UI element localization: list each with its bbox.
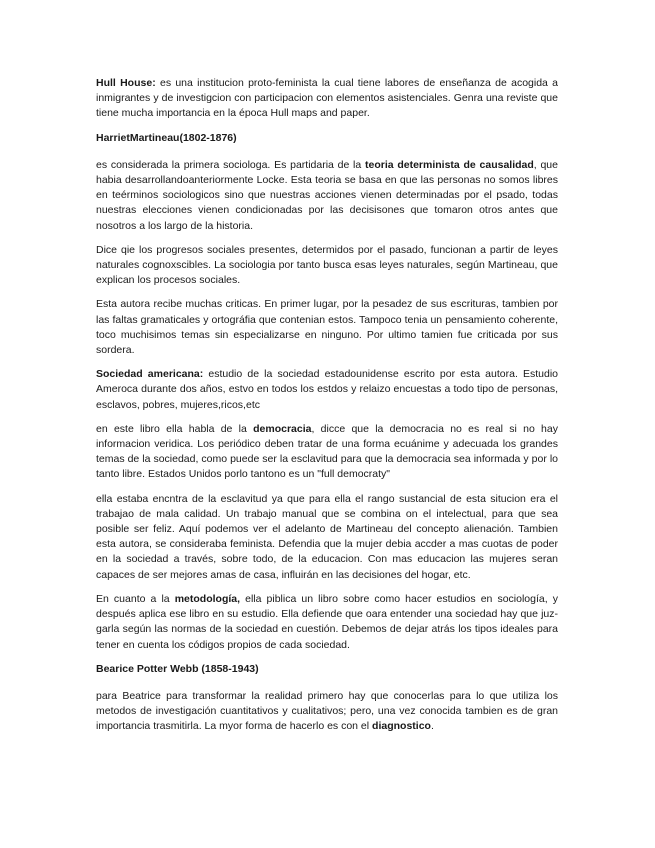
metodologia-term: metodología,	[174, 592, 241, 605]
martineau-paragraph-3: Esta autora recibe muchas criticas. En primer lugar, por la pesadez de sus escrituras, tambien por las faltas gramaticales y ortográfia que contenian estos. Tampoco tenia un pensamiento coherente, toco muchisimos temas sin especializarse en ninguno. Por ultimo tamien fue criticada por sus sordera.	[96, 298, 558, 357]
martineau-heading: HarrietMartineau(1802-1876)	[96, 131, 237, 144]
hull-house-paragraph	[96, 76, 558, 122]
martineau-p1-text-b: , que habia desarrollandoanteriormente Locke. Esta teoria se basa en que las personas no somos libres en teérminos sociologicos sino que nuestras acciones vienen determinadas por el psado, todas nuestras elecciones vienen condicionadas por las decisisones que tomaron otros antes que nosotros a los largo de la historia.	[96, 158, 558, 232]
diagnostico-term: diagnostico	[372, 720, 431, 733]
martineau-p1-text-a: es considerada la primera sociologa. Es partidaria de la	[96, 158, 365, 171]
martineau-p1-bold: teoria determinista de causalidad	[364, 158, 534, 171]
martineau-p5-text-b: , dicce que la democracia no es real si no hay informacion veridica. Los periódico deben tratar de una forma ecuánime y adecuada los grandes temas de la sociedad, como puede ser la esclavitud para que la democracia sea informada y por lo tanto libre. Estados Unidos porlo tantono es un "full democraty"	[96, 422, 558, 481]
martineau-p4-text: estudio de la sociedad estadounidense escrito por esta autora. Estudio Ameroca durante dos años, estvo en todos los estdos y relaizo encuestas a todo tipo de personas, esclavos, pobres, mujeres,ricos,etc	[96, 368, 558, 411]
hull-house-text: es una institucion proto-feminista la cual tiene labores de enseñanza de acogida a inmigrantes y de investigcion con participacion con elementos asistenciales. Genra una reviste que tiene mucha importancia en la época Hull maps and paper.	[96, 77, 558, 120]
martineau-paragraph-1	[96, 158, 558, 234]
webb-paragraph-1	[96, 689, 558, 735]
martineau-p7-text-a: En cuanto a la	[96, 592, 175, 605]
document-body	[96, 76, 558, 744]
democracia-term: democracia	[253, 422, 312, 435]
sociedad-americana-term: Sociedad americana:	[96, 368, 204, 381]
martineau-p7-text-b: ella piblica un libro sobre como hacer estudios en sociología, y después aplica ese libro en su estudio. Ella defiende que oara entender una sociedad hay que juz-garla según las normas de la sociedad en cuestión. Debemos de dejar atrás los tipos ideales para tener en cuenta los códigos propios de cada sociedad.	[96, 592, 558, 651]
webb-heading: Bearice Potter Webb (1858-1943)	[96, 662, 259, 675]
martineau-paragraph-2: Dice qie los progresos sociales presentes, determidos por el pasado, funcionan a partir de leyes naturales cognoxscibles. La sociologia por tanto busca esas leyes naturales, según Martineau, que explican los procesos sociales.	[96, 243, 558, 287]
martineau-paragraph-7	[96, 592, 558, 653]
webb-p1-text-b: .	[430, 720, 434, 733]
martineau-p5-text-a: en este libro ella habla de la	[96, 422, 254, 435]
webb-p1-text-a: para Beatrice para transformar la realidad primero hay que conocerlas para lo que utiliza los metodos de investigación cuantitativos y cualitativos; pero, una vez conocida tambien es de gran importancia trasmitirla. La myor forma de hacerlo es con el	[96, 689, 558, 733]
martineau-paragraph-4	[96, 367, 558, 413]
hull-house-term: Hull House:	[96, 77, 156, 89]
martineau-paragraph-6: ella estaba encntra de la esclavitud ya que para ella el rango sustancial de esta situcion era el trabajao de mala calidad. Un trabajo manual que se combina on el intelectual, para que sea posible ser feliz. Aquí podemos ver el adelanto de Martineau del concepto alienación. Tambien esta autora, se consideraba feminista. Defendia que la mujer debia accder a mas cuotas de poder en la sociedad a través, sobre todo, de la educacion. Con mas educacion las mujeres seran capaces de ser mejores amas de casa, influirán en las decisiones del hogar, etc.	[96, 492, 558, 581]
martineau-paragraph-5	[96, 422, 558, 483]
